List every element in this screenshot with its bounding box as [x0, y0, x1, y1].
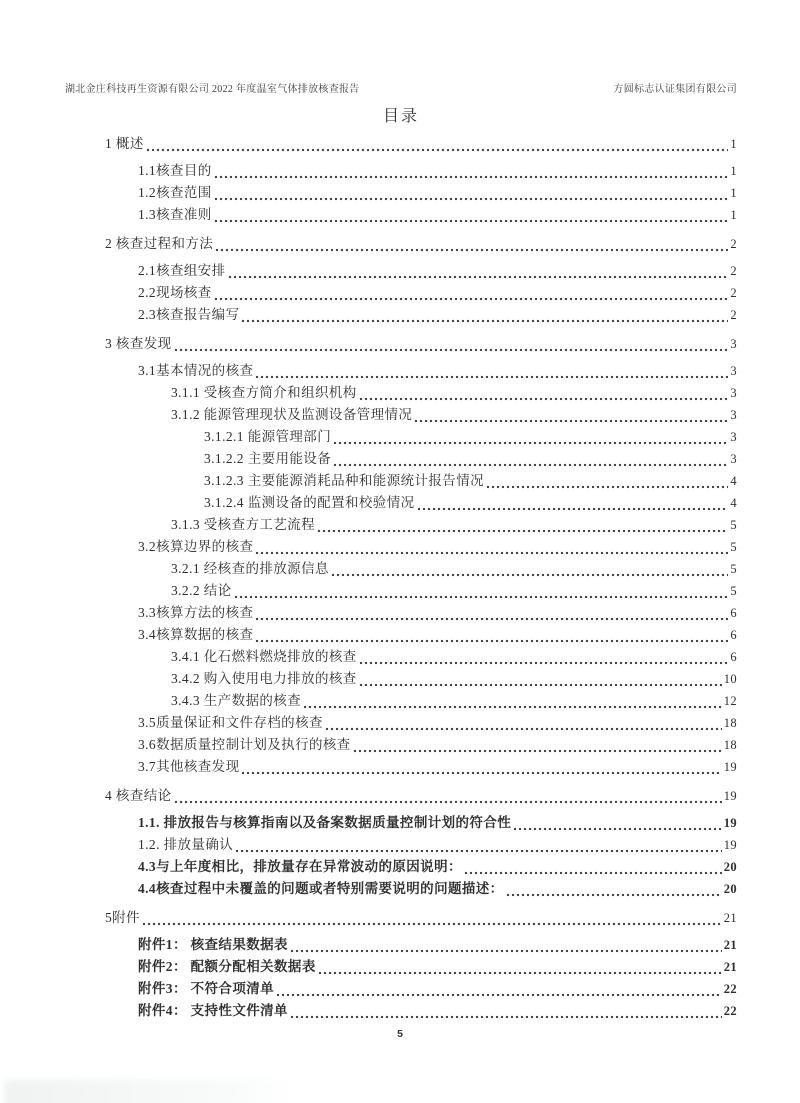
toc-dot-leader — [214, 288, 729, 304]
toc-dot-leader — [359, 652, 729, 668]
toc-entry-page: 1 — [730, 186, 737, 200]
toc-entry-page: 18 — [723, 738, 737, 752]
toc-entry-page: 19 — [723, 816, 737, 830]
toc-entry-page: 20 — [723, 860, 737, 874]
toc-entry-page: 10 — [723, 672, 737, 686]
toc-entry-page: 3 — [730, 364, 737, 378]
toc-entry-label: 3.2核算边界的核查 — [138, 539, 254, 554]
toc-entry — [65, 978, 737, 1000]
toc-entry-page: 3 — [730, 408, 737, 422]
toc-entry-label: 3.4.1 化石燃料燃烧排放的核查 — [171, 649, 357, 664]
toc-entry-page: 5 — [730, 540, 737, 554]
toc-entry-label: 3.1.1 受核查方简介和组织机构 — [171, 385, 357, 400]
toc-entry-label: 3.2.2 结论 — [171, 583, 232, 598]
toc-entry — [65, 333, 737, 355]
toc-dot-leader — [215, 239, 728, 255]
toc-dot-leader — [255, 608, 728, 624]
toc-entry — [65, 360, 737, 382]
toc-entry — [65, 282, 737, 304]
toc-dot-leader — [290, 940, 722, 956]
toc-dot-leader — [359, 388, 729, 404]
toc-entry-page: 18 — [723, 716, 737, 730]
toc-entry-page: 3 — [730, 430, 737, 444]
table-of-contents — [65, 133, 737, 1022]
toc-entry-label: 1.1核查目的 — [138, 163, 212, 178]
toc-title: 目录 — [382, 108, 419, 125]
toc-entry — [65, 834, 737, 856]
toc-entry-label: 附件1： 核查结果数据表 — [138, 937, 288, 952]
toc-entry-page: 6 — [730, 628, 737, 642]
toc-dot-leader — [414, 410, 728, 426]
toc-entry — [65, 856, 737, 878]
toc-entry-label: 2.1核查组安排 — [138, 263, 226, 278]
toc-dot-leader — [174, 339, 729, 355]
toc-entry-label: 4.4核查过程中未覆盖的问题或者特别需要说明的问题描述： — [138, 881, 504, 896]
toc-entry — [65, 602, 737, 624]
toc-entry-page: 2 — [730, 264, 737, 278]
toc-entry-label: 3.7其他核查发现 — [138, 759, 240, 774]
toc-dot-leader — [417, 498, 729, 514]
toc-dot-leader — [235, 840, 722, 856]
toc-entry-page: 19 — [723, 838, 737, 852]
toc-dot-leader — [353, 740, 722, 756]
toc-entry-page: 4 — [730, 496, 737, 510]
toc-entry — [65, 624, 737, 646]
toc-entry-label: 1.3核查准则 — [138, 207, 212, 222]
toc-entry-page: 20 — [723, 882, 737, 896]
toc-entry-label: 1 概述 — [105, 136, 144, 151]
toc-entry — [65, 907, 737, 929]
toc-entry-page: 22 — [723, 982, 737, 996]
toc-entry-label: 1.2. 排放量确认 — [138, 837, 234, 852]
toc-entry — [65, 204, 737, 226]
toc-dot-leader — [333, 454, 728, 470]
toc-dot-leader — [464, 862, 722, 878]
toc-dot-leader — [486, 476, 728, 492]
toc-entry — [65, 878, 737, 900]
toc-entry-page: 5 — [730, 518, 737, 532]
toc-entry — [65, 712, 737, 734]
toc-entry-page: 21 — [723, 911, 737, 925]
toc-entry-page: 6 — [730, 606, 737, 620]
toc-entry-label: 3.3核算方法的核查 — [138, 605, 254, 620]
toc-entry-label: 附件2： 配额分配相关数据表 — [138, 959, 316, 974]
toc-entry-page: 19 — [723, 789, 737, 803]
toc-entry — [65, 426, 737, 448]
toc-entry-label: 附件4： 支持性文件清单 — [138, 1003, 288, 1018]
toc-dot-leader — [255, 630, 728, 646]
toc-entry — [65, 668, 737, 690]
toc-dot-leader — [290, 1006, 722, 1022]
toc-entry-label: 3.2.1 经核查的排放源信息 — [171, 561, 329, 576]
toc-entry-page: 21 — [723, 938, 737, 952]
toc-dot-leader — [333, 432, 728, 448]
toc-dot-leader — [214, 166, 729, 182]
toc-entry-page: 1 — [730, 137, 737, 151]
toc-entry-label: 3.4.3 生产数据的核查 — [171, 693, 302, 708]
toc-entry-label: 4 核查结论 — [105, 788, 172, 803]
toc-entry — [65, 492, 737, 514]
toc-entry — [65, 785, 737, 807]
toc-entry-page: 12 — [723, 694, 737, 708]
toc-entry-label: 3 核查发现 — [105, 336, 172, 351]
toc-entry-label: 3.1.3 受核查方工艺流程 — [171, 517, 315, 532]
toc-dot-leader — [142, 913, 722, 929]
toc-entry-label: 3.5质量保证和文件存档的核查 — [138, 715, 323, 730]
toc-entry — [65, 536, 737, 558]
toc-dot-leader — [513, 818, 722, 834]
toc-dot-leader — [317, 520, 728, 536]
toc-entry — [65, 580, 737, 602]
toc-entry — [65, 690, 737, 712]
toc-dot-leader — [331, 564, 728, 580]
toc-entry-page: 21 — [723, 960, 737, 974]
toc-dot-leader — [214, 210, 729, 226]
toc-entry — [65, 448, 737, 470]
toc-entry-label: 2.3核查报告编写 — [138, 307, 240, 322]
toc-dot-leader — [359, 674, 722, 690]
toc-dot-leader — [234, 586, 729, 602]
toc-entry-page: 2 — [730, 286, 737, 300]
toc-entry-label: 1.2核查范围 — [138, 185, 212, 200]
toc-entry-label: 3.1.2.3 主要能源消耗品种和能源统计报告情况 — [204, 473, 484, 488]
toc-dot-leader — [318, 962, 722, 978]
toc-dot-leader — [255, 366, 728, 382]
toc-entry — [65, 514, 737, 536]
toc-entry-page: 5 — [730, 562, 737, 576]
toc-entry-label: 3.1.2.1 能源管理部门 — [204, 429, 332, 444]
toc-entry — [65, 812, 737, 834]
toc-entry — [65, 304, 737, 326]
document-footer — [0, 1028, 800, 1040]
document-header — [65, 80, 737, 95]
toc-entry-page: 5 — [730, 584, 737, 598]
toc-entry-page: 2 — [730, 308, 737, 322]
toc-entry-page: 2 — [730, 237, 737, 251]
toc-entry — [65, 160, 737, 182]
toc-entry — [65, 133, 737, 155]
header-certifier-name: 方圆标志认证集团有限公司 — [613, 84, 737, 95]
toc-entry-label: 3.4核算数据的核查 — [138, 627, 254, 642]
toc-entry-label: 1.1. 排放报告与核算指南以及备案数据质量控制计划的符合性 — [138, 815, 512, 830]
toc-entry-label: 3.4.2 购入使用电力排放的核查 — [171, 671, 357, 686]
toc-entry — [65, 260, 737, 282]
toc-entry — [65, 233, 737, 255]
toc-entry-page: 6 — [730, 650, 737, 664]
toc-entry-label: 2 核查过程和方法 — [105, 236, 214, 251]
toc-dot-leader — [214, 188, 729, 204]
toc-entry — [65, 404, 737, 426]
toc-entry — [65, 470, 737, 492]
toc-dot-leader — [241, 762, 721, 778]
toc-entry-page: 1 — [730, 164, 737, 178]
toc-entry-label: 3.6数据质量控制计划及执行的核查 — [138, 737, 351, 752]
toc-entry-page: 1 — [730, 208, 737, 222]
toc-entry-label: 3.1.2.2 主要用能设备 — [204, 451, 332, 466]
toc-dot-leader — [255, 542, 728, 558]
toc-entry — [65, 734, 737, 756]
toc-entry-page: 4 — [730, 474, 737, 488]
toc-dot-leader — [276, 984, 722, 1000]
toc-entry-label: 3.1.2.4 监测设备的配置和校验情况 — [204, 495, 415, 510]
header-report-title: 湖北金庄科技再生资源有限公司 2022 年度温室气体排放核查报告 — [65, 84, 360, 95]
toc-dot-leader — [146, 139, 729, 155]
toc-entry — [65, 182, 737, 204]
toc-entry-page: 3 — [730, 452, 737, 466]
toc-entry — [65, 382, 737, 404]
toc-entry — [65, 934, 737, 956]
toc-entry-page: 22 — [723, 1004, 737, 1018]
toc-entry-label: 2.2现场核查 — [138, 285, 212, 300]
toc-entry-page: 19 — [723, 760, 737, 774]
toc-entry-page: 3 — [730, 337, 737, 351]
toc-entry — [65, 956, 737, 978]
toc-dot-leader — [174, 791, 722, 807]
toc-dot-leader — [241, 310, 728, 326]
toc-entry-label: 3.1基本情况的核查 — [138, 363, 254, 378]
watermark — [4, 1079, 294, 1103]
toc-entry-label: 4.3与上年度相比，排放量存在异常波动的原因说明： — [138, 859, 462, 874]
toc-entry-label: 5附件 — [105, 910, 140, 925]
toc-dot-leader — [506, 884, 722, 900]
toc-entry-label: 3.1.2 能源管理现状及监测设备管理情况 — [171, 407, 413, 422]
toc-entry-label: 附件3： 不符合项清单 — [138, 981, 275, 996]
toc-dot-leader — [303, 696, 722, 712]
toc-entry — [65, 646, 737, 668]
toc-entry — [65, 756, 737, 778]
toc-entry — [65, 558, 737, 580]
toc-dot-leader — [325, 718, 722, 734]
toc-entry — [65, 1000, 737, 1022]
toc-dot-leader — [228, 266, 729, 282]
toc-entry-page: 3 — [730, 386, 737, 400]
page-number: 5 — [397, 1028, 403, 1040]
